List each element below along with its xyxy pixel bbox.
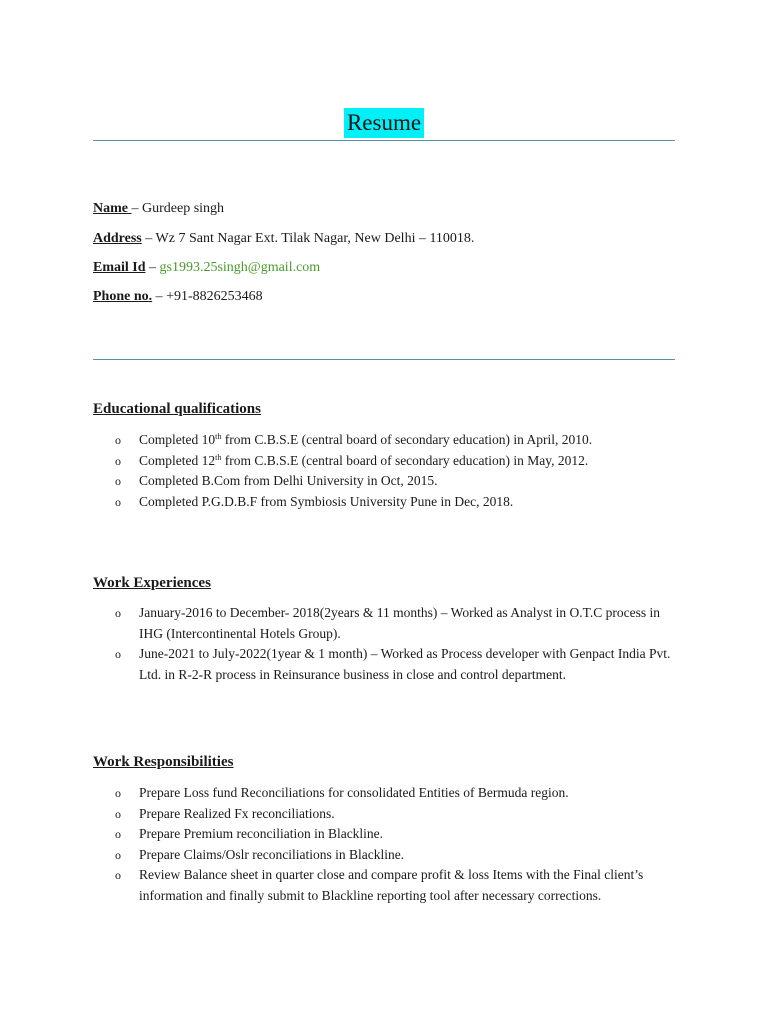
edu-text: from C.B.S.E (central board of secondary education) in April, 2010. [221,432,593,447]
phone-label: Phone no. [93,289,153,304]
edu-superscript: th [215,452,222,462]
name-label: Name [93,201,132,216]
responsibilities-list [93,783,683,906]
bullet-icon: o [115,433,121,447]
edu-text: Completed P.G.D.B.F from Symbiosis University Pune in Dec, 2018. [139,493,514,509]
resp-text: Prepare Premium reconciliation in Blackline. [139,826,384,841]
address-value: Wz 7 Sant Nagar Ext. Tilak Nagar, New Delhi – 110018. [155,231,475,246]
work-list [93,603,683,685]
name-line [93,200,224,218]
email-label: Email Id [93,260,146,275]
address-separator: – [141,231,156,246]
bullet-icon: o [115,827,121,841]
bullet-icon: o [115,786,121,800]
resp-text: Prepare Claims/Oslr reconciliations in Blackline. [139,846,405,862]
list-item [93,644,683,685]
edu-superscript: th [215,432,222,441]
list-item [93,492,683,513]
title-divider [93,140,675,141]
bullet-icon: o [115,453,121,468]
list-item [93,783,683,804]
education-heading: Educational qualifications [93,401,261,417]
phone-separator: – [152,289,167,304]
phone-value: +91-8826253468 [166,289,263,304]
bullet-icon: o [115,494,121,509]
contact-divider [93,359,675,360]
address-line [93,230,474,248]
name-value: Gurdeep singh [142,201,225,216]
title-wrap [0,108,768,138]
resp-text: Review Balance sheet in quarter close and compare profit & loss Items with the Final client’s information and finally submit to Blackline reporting tool after necessary corrections. [139,867,644,903]
name-separator: – [131,201,142,216]
bullet-icon: o [115,868,121,882]
list-item [93,430,683,451]
resp-text: Prepare Loss fund Reconciliations for consolidated Entities of Bermuda region. [139,785,569,800]
education-list [93,430,683,512]
email-link[interactable]: gs1993.25singh@gmail.com [159,260,321,275]
list-item [93,451,683,472]
page-title: Resume [344,108,424,138]
bullet-icon: o [115,806,121,821]
responsibilities-heading: Work Responsibilities [93,754,234,770]
work-text: June-2021 to July-2022(1year & 1 month) – Worked as Process developer with Genpact India Pvt. Ltd. in R-2-R process in Reinsurance business in close and control department. [139,646,671,682]
address-label: Address [93,231,142,246]
resp-text: Prepare Realized Fx reconciliations. [139,805,335,821]
work-heading: Work Experiences [93,575,211,591]
work-text: January-2016 to December- 2018(2years & 11 months) – Worked as Analyst in O.T.C process in IHG (Intercontinental Hotels Group). [139,605,661,641]
list-item [93,824,683,845]
phone-line [93,288,263,306]
bullet-icon: o [115,847,121,862]
list-item [93,471,683,492]
list-item [93,865,683,906]
edu-text: from C.B.S.E (central board of secondary education) in May, 2012. [221,452,589,468]
bullet-icon: o [115,647,121,661]
list-item [93,845,683,866]
edu-text: Completed B.Com from Delhi University in Oct, 2015. [139,473,438,488]
bullet-icon: o [115,606,121,620]
email-separator: – [145,260,160,275]
bullet-icon: o [115,474,121,488]
email-line [93,259,320,277]
list-item [93,603,683,644]
edu-text: Completed 10 [139,432,216,447]
edu-text: Completed 12 [139,452,216,468]
list-item [93,804,683,825]
